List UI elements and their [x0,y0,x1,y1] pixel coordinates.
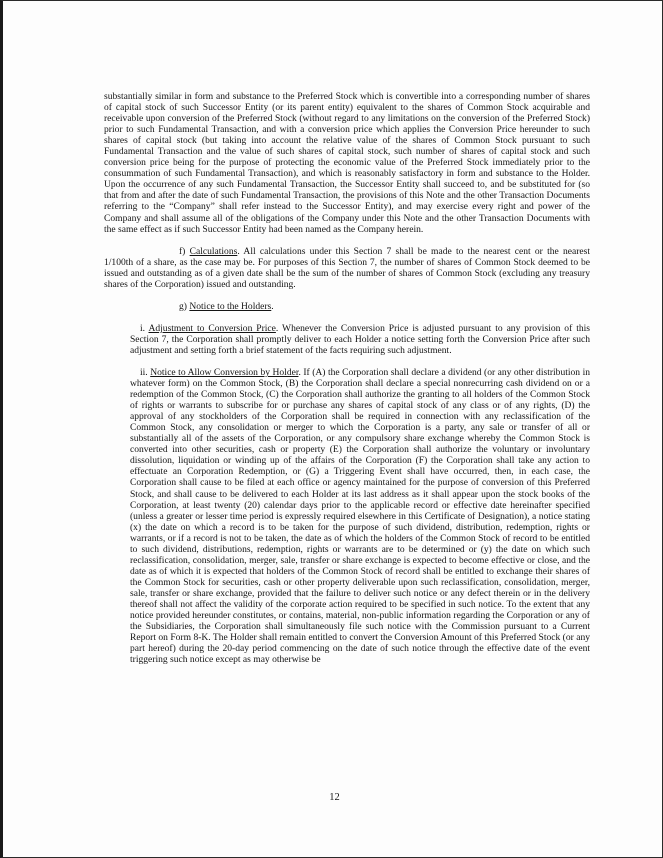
continuation-paragraph: substantially similar in form and substance to the Preferred Stock which is convertible into a corresponding number of shares of capital stock of such Successor Entity (or its parent entity) equivalent to the shares of Common Stock acquirable and receivable upon conversion of the Preferred Stock (without regard to any limitations on the conversion of the Preferred Stock) prior to such Fundamental Transaction, and with a conversion price which applies the Conversion Price hereunder to such shares of capital stock (but taking into account the relative value of the shares of Common Stock pursuant to such Fundamental Transaction and the value of such shares of capital stock, such number of shares of capital stock and such conversion price being for the purpose of protecting the economic value of the Preferred Stock immediately prior to the consummation of such Fundamental Transaction), and which is reasonably satisfactory in form and substance to the Holder. Upon the occurrence of any such Fundamental Transaction, the Successor Entity shall succeed to, and be substituted for (so that from and after the date of such Fundamental Transaction, the provisions of this Note and the other Transaction Documents referring to the “Company” shall refer instead to the Successor Entity), and may exercise every right and power of the Company and shall assume all of the obligations of the Company under this Note and the other Transaction Documents with the same effect as if such Successor Entity had been named as the Company herein. [104,91,590,235]
item-i-title: Adjustment to Conversion Price [148,322,276,334]
section-g-heading [104,301,590,312]
item-ii-text: . If (A) the Corporation shall declare a dividend (or any other distribution in whatever form) on the Common Stock, (B) the Corporation shall declare a special nonrecurring cash dividend on or a redemption of the Common Stock, (C) the Corporation shall authorize the granting to all holders of the Common Stock of rights or warrants to subscribe for or purchase any shares of capital stock of any class or of any rights, (D) the approval of any stockholders of the Corporation shall be required in connection with any reclassification of the Common Stock, any consolidation or merger to which the Corporation is a party, any sale or transfer of all or substantially all of the assets of the Corporation, or any compulsory share exchange whereby the Common Stock is converted into other securities, cash or property (E) the Corporation shall authorize the voluntary or involuntary dissolution, liquidation or winding up of the affairs of the Corporation (F) the Corporation shall take any action to effectuate an Corporation Redemption, or (G) a Triggering Event shall have occurred, then, in each case, the Corporation shall cause to be filed at each office or agency maintained for the purpose of conversion of this Preferred Stock, and shall cause to be delivered to each Holder at its last address as it shall appear upon the stock books of the Corporation, at least twenty (20) calendar days prior to the applicable record or effective date hereinafter specified (unless a greater or lesser time period is expressly required elsewhere in this Certificate of Designation), a notice stating (x) the date on which a record is to be taken for the purpose of such dividend, distribution, redemption, rights or warrants, or if a record is not to be taken, the date as of which the holders of the Common Stock of record to be entitled to such dividend, distributions, redemption, rights or warrants are to be determined or (y) the date on which such reclassification, consolidation, merger, sale, transfer or share exchange is expected to become effective or close, and the date as of which it is expected that holders of the Common Stock of record shall be entitled to exchange their shares of the Common Stock for securities, cash or other property deliverable upon such reclassification, consolidation, merger, sale, transfer or share exchange, provided that the failure to deliver such notice or any defect therein or in the delivery thereof shall not affect the validity of the corporate action required to be specified in such notice. To the extent that any notice provided hereunder constitutes, or contains, material, non-public information regarding the Corporation or any of the Subsidiaries, the Corporation shall simultaneously file such notice with the Commission pursuant to a Current Report on Form 8-K. The Holder shall remain entitled to convert the Conversion Amount of this Preferred Stock (or any part hereof) during the 20-day period commencing on the date of such notice through the effective date of the event triggering such notice except as may otherwise be [130,366,590,666]
section-g-title: Notice to the Holders [189,300,272,312]
item-ii-label: ii. [140,366,148,378]
item-i-paragraph [130,323,590,356]
section-f-text: . All calculations under this Section 7 shall be made to the nearest cent or the nearest 1/100th of a share, as the case may be. For purposes of this Section 7, the number of shares of Common Stock deemed to be issued and outstanding as of a given date shall be the sum of the number of shares of Common Stock (excluding any treasury shares of the Corporation) issued and outstanding. [104,245,590,290]
section-g-label: g) [179,300,187,312]
item-i-text: . Whenever the Conversion Price is adjusted pursuant to any provision of this Section 7, the Corporation shall promptly deliver to each Holder a notice setting forth the Conversion Price after such adjustment and setting forth a brief statement of the facts requiring such adjustment. [130,322,590,356]
section-f-label: f) [179,245,186,257]
document-body [104,91,590,665]
item-ii-paragraph [130,367,590,665]
item-ii-title: Notice to Allow Conversion by Holder [150,366,299,378]
section-f-paragraph [104,246,590,290]
item-i-label: i. [140,322,146,334]
page-number: 12 [329,792,340,803]
section-g-suffix: . [271,300,274,312]
section-f-title: Calculations [189,245,238,257]
